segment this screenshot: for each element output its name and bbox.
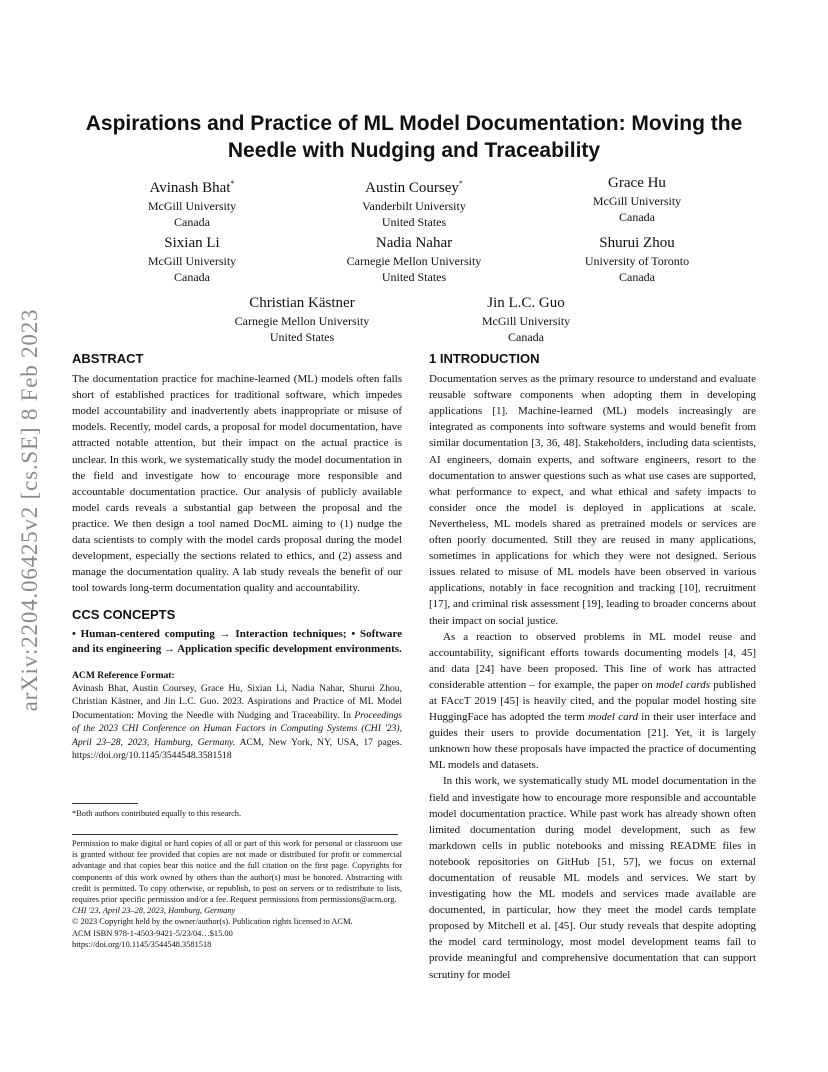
author-country: United States	[269, 330, 335, 344]
author-affiliation: Carnegie Mellon University	[346, 254, 482, 268]
introduction-heading: 1 INTRODUCTION	[429, 351, 540, 366]
author-country: Canada	[174, 270, 210, 284]
author-block	[304, 234, 524, 285]
abstract-text: The documentation practice for machine-learned (ML) models often falls short of established practices for traditional software, which impedes model accountability and inadvertently abets inappropriate or misuse of models. Recently, model cards, a proposal for model documentation, have attracted notable attention, but their impact on the actual practice is unclear. In this work, we systematically study the model documentation in the field and investigate how to encourage more responsible and accountable documentation practice. Our analysis of publicly available model cards reveals a substantial gap between the proposal and the practice. We then design a tool named DocML aiming to (1) nudge the data scientists to comply with the model cards proposal during the model development, especially the sections related to ethics, and (2) assess and manage the documentation quality. A lab study reveals the benefit of our tool towards long-term documentation quality and accountability.	[72, 373, 402, 595]
author-country: Canada	[174, 215, 210, 229]
author-block	[304, 174, 524, 230]
paper-title: Aspirations and Practice of ML Model Documentation: Moving the Needle with Nudging and Traceability	[85, 112, 743, 162]
footnote-rule	[72, 803, 138, 804]
author-affiliation: McGill University	[147, 199, 237, 213]
author-country: Canada	[619, 270, 655, 284]
author-country: Canada	[619, 210, 655, 224]
acm-ref-heading: ACM Reference Format:	[72, 669, 175, 681]
author-affiliation: McGill University	[147, 254, 237, 268]
author-block	[82, 174, 302, 230]
acm-ref-text: Avinash Bhat, Austin Coursey, Grace Hu, Sixian Li, Nadia Nahar, Shurui Zhou, Christian Kästner, and Jin L.C. Guo. 2023. Aspirations and Practice of ML Model Documentation: Moving the Needle with Nudging and Traceability. In Proceedings of the 2023 CHI Conference on Human Factors in Computing Systems (CHI '23), April 23–28, 2023, Hamburg, Germany. ACM, New York, NY, USA, 17 pages. https://doi.org/10.1145/3544548.3581518	[72, 682, 402, 762]
footnote-equal-contribution: *Both authors contributed equally to this research.	[72, 809, 242, 818]
doi-line: https://doi.org/10.1145/3544548.3581518	[72, 939, 212, 949]
intro-paragraph-1: Documentation serves as the primary resource to understand and evaluate reusable software components when adopting them in developing applications [1]. Machine-learned (ML) models increasingly are integrated as components into software systems and would benefit from similar documentation [3, 36, 48]. Stakeholders, including data scientists, AI engineers, domain experts, and software engineers, resort to the documentation to answer questions such as what use cases are supported, what performance to expect, and what ethical and safety impacts to consider once the model is deployed in applications at scale. Nevertheless, ML models shared as pretrained models or services are often poorly documented. Still they are reused in many applications, sometimes in applications for which they were not designed. Serious issues related to misuse of ML models have been observed in various applications, notably in face recognition and tracking [10], recruitment [17], and criminal risk assessment [19], leading to broader concerns about their impact on social justice.	[429, 373, 756, 627]
author-name: Austin Coursey*	[365, 179, 463, 196]
author-name: Sixian Li	[164, 235, 220, 251]
author-name: Jin L.C. Guo	[487, 295, 565, 311]
author-name: Nadia Nahar	[375, 235, 453, 251]
author-affiliation: University of Toronto	[584, 254, 690, 268]
author-affiliation: McGill University	[481, 314, 571, 328]
author-country: United States	[381, 270, 447, 284]
author-block	[416, 294, 636, 345]
permission-rule	[72, 834, 398, 835]
copyright-line: © 2023 Copyright held by the owner/author(s). Publication rights licensed to ACM.	[72, 917, 353, 927]
author-block	[192, 294, 412, 345]
permission-block	[72, 838, 402, 950]
author-name: Shurui Zhou	[599, 235, 675, 251]
ccs-heading: CCS CONCEPTS	[72, 607, 176, 623]
author-affiliation: Vanderbilt University	[362, 199, 466, 213]
intro-paragraph-2: As a reaction to observed problems in ML model reuse and accountability, significant efforts towards documenting models [4, 45] and data [24] have been proposed. This line of work has attracted considerable attention – for example, the paper on model cards published at FAccT 2019 [45] is heavily cited, and the popular model hosting site HuggingFace has adopted the term model card in their user interface and guides their users to provide documentation [21]. Yet, it is largely unknown how these proposals have impacted the practice of documenting ML models and datasets.	[429, 630, 756, 772]
abstract-heading: ABSTRACT	[72, 351, 144, 366]
author-country: United States	[381, 215, 447, 229]
author-block	[527, 174, 747, 225]
ccs-text: • Human-centered computing → Interaction techniques; • Software and its engineering → Application specific development environments.	[72, 627, 402, 655]
author-name: Avinash Bhat*	[149, 179, 235, 196]
permission-text: Permission to make digital or hard copies of all or part of this work for personal or classroom use is granted without fee provided that copies are not made or distributed for profit or commercial advantage and that copies bear this notice and the full citation on the first page. Copyrights for components of this work owned by others than the author(s) must be honored. Abstracting with credit is permitted. To copy otherwise, or republish, to post on servers or to redistribute to lists, requires prior specific permission and/or a fee. Request permissions from permissions@acm.org.	[72, 839, 402, 905]
author-affiliation: McGill University	[592, 194, 682, 208]
venue-line: CHI '23, April 23–28, 2023, Hamburg, Germany	[72, 906, 236, 916]
author-name: Christian Kästner	[249, 295, 355, 311]
left-column	[72, 351, 402, 763]
isbn-line: ACM ISBN 978-1-4503-9421-5/23/04…$15.00	[72, 928, 233, 938]
arxiv-stamp-text: arXiv:2204.06425v2 [cs.SE] 8 Feb 2023	[17, 308, 42, 712]
author-block	[527, 234, 747, 285]
author-block	[82, 234, 302, 285]
right-column	[429, 351, 756, 983]
arxiv-stamp	[4, 290, 56, 730]
author-name: Grace Hu	[608, 175, 666, 191]
author-affiliation: Carnegie Mellon University	[234, 314, 370, 328]
intro-paragraph-3: In this work, we systematically study ML model documentation in the field and investigate how to encourage more responsible and accountable model documentation practice. While past work has already shown often limited documentation during model development, such as few markdown cells in public notebooks and missing README files in notebook repositories on GitHub [51, 57], we focus on external documentation of reusable ML models and services. We start by investigating how the ML models and services made available are documented, in particular, how they meet the model cards template proposed by Mitchell et al. [45]. Our study reveals that despite adopting the model card terminology, most model development teams fail to provide meaningful and comprehensive documentation that can support scrutiny for model	[429, 775, 756, 981]
author-country: Canada	[508, 330, 544, 344]
